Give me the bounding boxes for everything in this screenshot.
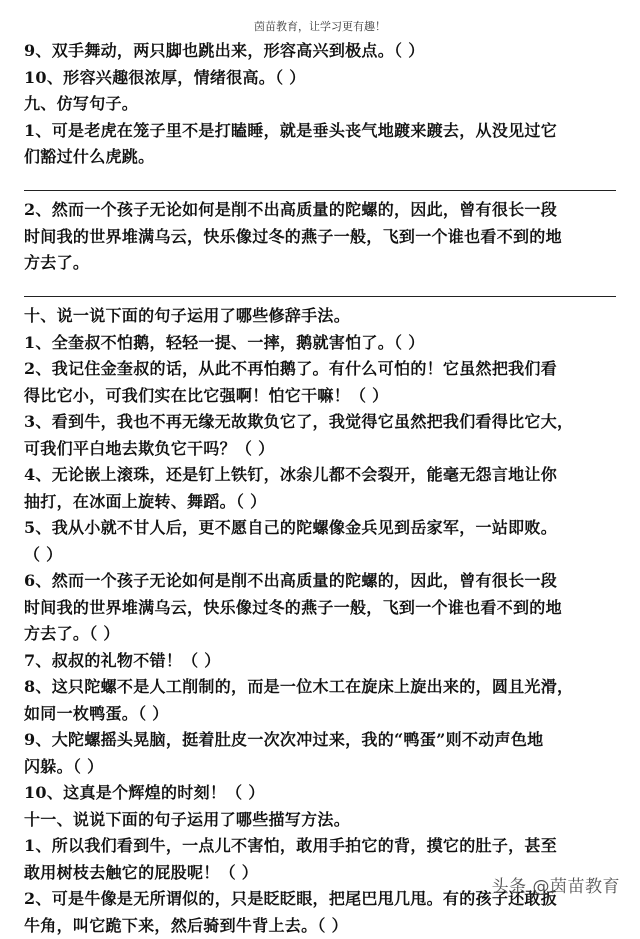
- s10-q6-line-1: 6、然而一个孩子无论如何是削不出高质量的陀螺的，因此，曾有很长一段: [24, 568, 616, 595]
- s11-q2-line-2: 牛角，叫它跪下来，然后骑到牛背上去。（ ）: [24, 913, 616, 939]
- s10-q2-line-1: 2、我记住金奎叔的话，从此不再怕鹅了。有什么可怕的！它虽然把我们看: [24, 356, 616, 383]
- section-9-heading: 九、仿写句子。: [24, 91, 616, 118]
- s10-q3-line-2: 可我们平白地去欺负它干吗？（ ）: [24, 436, 616, 463]
- s9-q2-line-1: 2、然而一个孩子无论如何是削不出高质量的陀螺的，因此，曾有很长一段: [24, 197, 616, 224]
- s10-q4-line-2: 抽打，在冰面上旋转、舞蹈。（ ）: [24, 489, 616, 516]
- s10-q2-line-2: 得比它小，可我们实在比它强啊！怕它干嘛！（ ）: [24, 383, 616, 410]
- section-10-heading: 十、说一说下面的句子运用了哪些修辞手法。: [24, 303, 616, 330]
- s10-q5-line-2: （ ）: [24, 542, 616, 569]
- q9-10-line: 10、形容兴趣很浓厚，情绪很高。（ ）: [24, 65, 616, 92]
- document-body: [24, 38, 616, 939]
- s10-q4-line-1: 4、无论嵌上滚珠，还是钉上铁钉，冰尜儿都不会裂开，能毫无怨言地让你: [24, 462, 616, 489]
- s10-q9-line-2: 闪躲。（ ）: [24, 754, 616, 781]
- s10-q5-line-1: 5、我从小就不甘人后，更不愿自己的陀螺像金兵见到岳家军，一站即败。: [24, 515, 616, 542]
- watermark: 头条 @茵苗教育: [492, 872, 620, 897]
- s10-q6-line-2: 时间我的世界堆满乌云，快乐像过冬的燕子一般，飞到一个谁也看不到的地: [24, 595, 616, 622]
- answer-line: [24, 277, 616, 304]
- s10-q10-line: 10、这真是个辉煌的时刻！（ ）: [24, 780, 616, 807]
- s11-q1-line-2: 敢用树枝去触它的屁股呢！（ ）: [24, 860, 616, 887]
- s10-q1-line: 1、全奎叔不怕鹅，轻轻一提、一摔，鹅就害怕了。（ ）: [24, 330, 616, 357]
- s9-q1-line-1: 1、可是老虎在笼子里不是打瞌睡，就是垂头丧气地踱来踱去，从没见过它: [24, 118, 616, 145]
- s10-q8-line-2: 如同一枚鸭蛋。（ ）: [24, 701, 616, 728]
- s10-q3-line-1: 3、看到牛，我也不再无缘无故欺负它了，我觉得它虽然把我们看得比它大，: [24, 409, 616, 436]
- s10-q9-line-1: 9、大陀螺摇头晃脑，挺着肚皮一次次冲过来，我的“鸭蛋”则不动声色地: [24, 727, 616, 754]
- s9-q1-line-2: 们豁过什么虎跳。: [24, 144, 616, 171]
- page-header: 茵苗教育，让学习更有趣！: [0, 18, 640, 34]
- answer-line: [24, 171, 616, 198]
- s11-q2-line-1: 2、可是牛像是无所谓似的，只是眨眨眼，把尾巴甩几甩。有的孩子还敢扳: [24, 886, 616, 913]
- s10-q7-line: 7、叔叔的礼物不错！（ ）: [24, 648, 616, 675]
- s9-q2-line-3: 方去了。: [24, 250, 616, 277]
- q9-9-line: 9、双手舞动，两只脚也跳出来，形容高兴到极点。（ ）: [24, 38, 616, 65]
- s9-q2-line-2: 时间我的世界堆满乌云，快乐像过冬的燕子一般，飞到一个谁也看不到的地: [24, 224, 616, 251]
- section-11-heading: 十一、说说下面的句子运用了哪些描写方法。: [24, 807, 616, 834]
- s11-q1-line-1: 1、所以我们看到牛，一点儿不害怕，敢用手拍它的背，摸它的肚子，甚至: [24, 833, 616, 860]
- s10-q6-line-3: 方去了。（ ）: [24, 621, 616, 648]
- s10-q8-line-1: 8、这只陀螺不是人工削制的，而是一位木工在旋床上旋出来的，圆且光滑，: [24, 674, 616, 701]
